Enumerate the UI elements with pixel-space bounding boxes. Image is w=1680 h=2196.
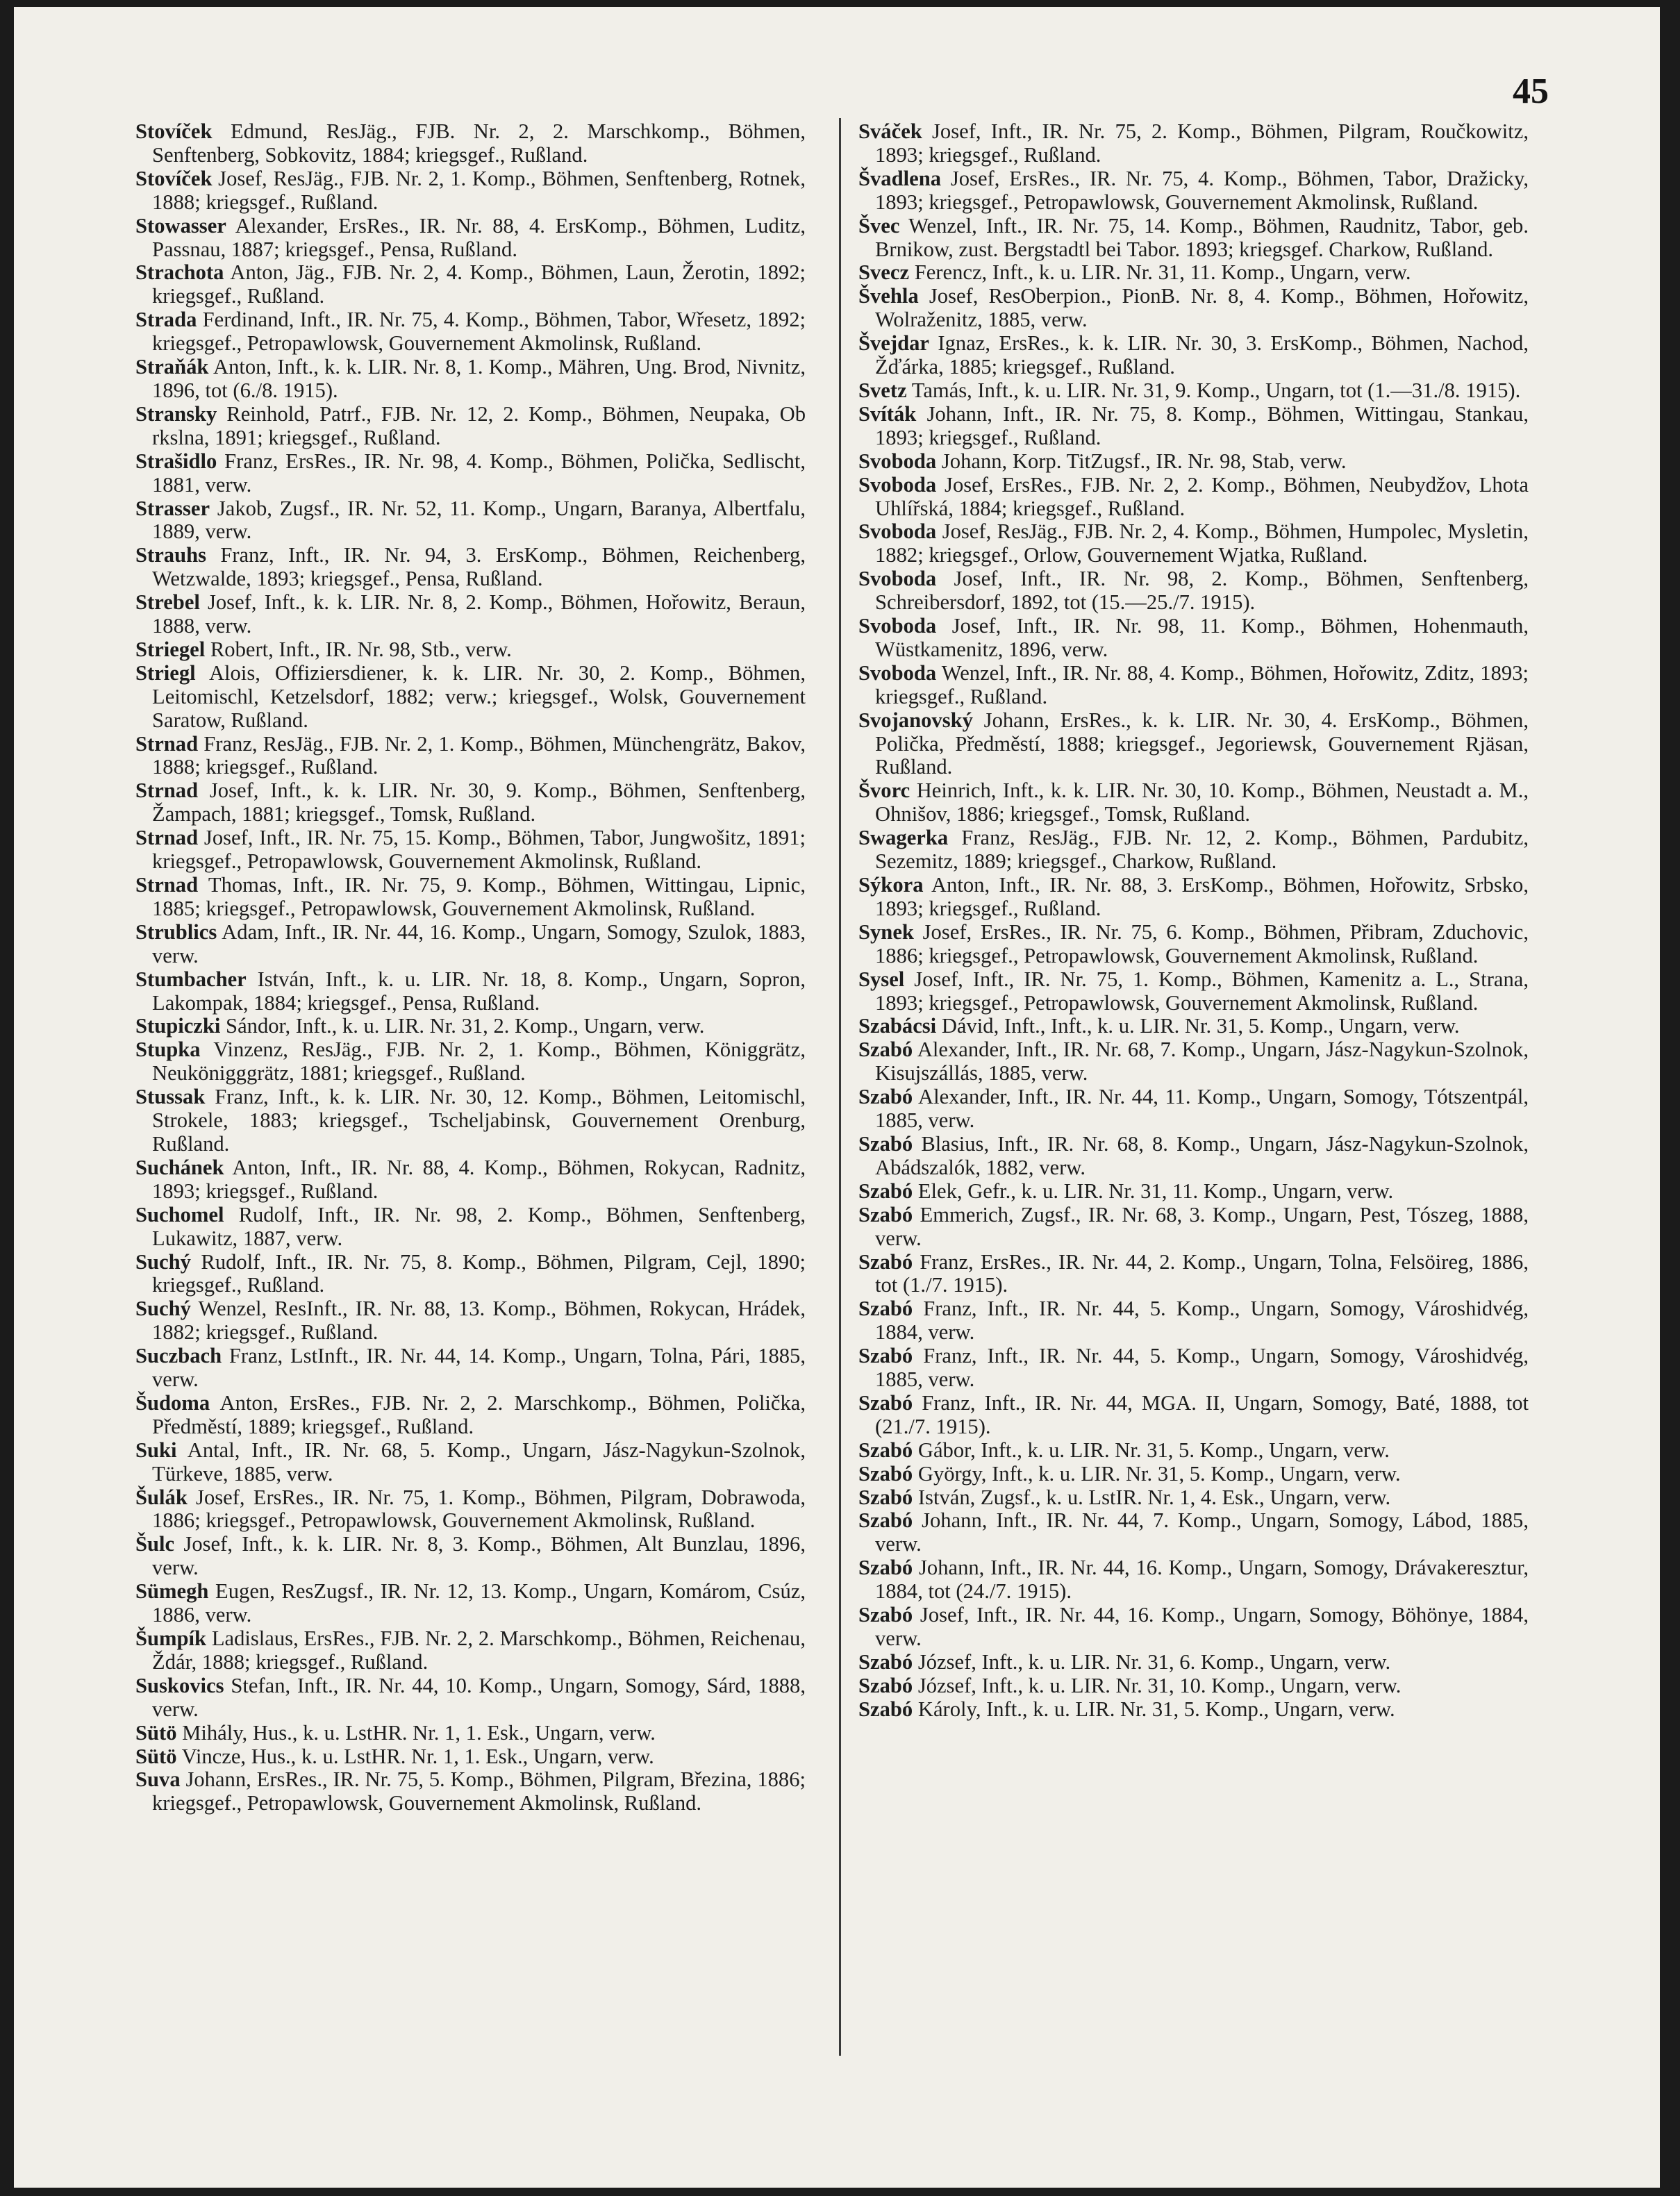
entry-surname: Szabó bbox=[858, 1508, 913, 1533]
entry-surname: Szabó bbox=[858, 1390, 913, 1415]
entry-surname: Straňák bbox=[135, 355, 209, 379]
list-item bbox=[858, 379, 1529, 403]
entry-details: Josef, ResJäg., FJB. Nr. 2, 4. Komp., Böhmen, Humpolec, Mysletin, 1882; kriegsgef., Orlow, Gouvernement Wjatka, Rußland. bbox=[875, 519, 1529, 567]
list-item bbox=[858, 1038, 1529, 1085]
entry-details: Dávid, Inft., Inft., k. u. LIR. Nr. 31, 5. Komp., Ungarn, verw. bbox=[936, 1014, 1460, 1038]
list-item bbox=[135, 638, 806, 662]
entry-surname: Suchánek bbox=[135, 1155, 224, 1179]
list-item bbox=[135, 968, 806, 1015]
entry-surname: Szabó bbox=[858, 1649, 913, 1674]
list-item bbox=[858, 968, 1529, 1015]
entry-details: Johann, Inft., IR. Nr. 75, 8. Komp., Böhmen, Wittingau, Stankau, 1893; kriegsgef., Rußland. bbox=[875, 401, 1529, 449]
entry-surname: Szabó bbox=[858, 1179, 913, 1203]
entry-surname: Szabó bbox=[858, 1202, 913, 1226]
entry-surname: Suchomel bbox=[135, 1202, 224, 1226]
entry-details: Vincze, Hus., k. u. LstHR. Nr. 1, 1. Esk., Ungarn, verw. bbox=[176, 1744, 654, 1768]
entry-surname: Svojanovský bbox=[858, 708, 973, 732]
list-item bbox=[858, 1509, 1529, 1556]
entry-details: Wenzel, ResInft., IR. Nr. 88, 13. Komp., Böhmen, Rokycan, Hrádek, 1882; kriegsgef., Rußland. bbox=[152, 1297, 806, 1345]
entry-surname: Szabó bbox=[858, 1131, 913, 1156]
list-item bbox=[135, 1768, 806, 1815]
list-item bbox=[135, 403, 806, 450]
entry-surname: Strnad bbox=[135, 873, 199, 897]
entry-details: Stefan, Inft., IR. Nr. 44, 10. Komp., Ungarn, Somogy, Sárd, 1888, verw. bbox=[152, 1673, 806, 1721]
list-item bbox=[135, 826, 806, 874]
entry-details: Josef, Inft., IR. Nr. 44, 16. Komp., Ungarn, Somogy, Böhönye, 1884, verw. bbox=[875, 1603, 1529, 1650]
list-item bbox=[135, 1580, 806, 1627]
entry-surname: Suskovics bbox=[135, 1673, 224, 1697]
list-item bbox=[858, 450, 1529, 474]
entry-details: Alexander, Inft., IR. Nr. 68, 7. Komp., Ungarn, Jász-Nagykun-Szolnok, Kisujszállás, 1885, verw. bbox=[875, 1038, 1529, 1085]
entry-surname: Švorc bbox=[858, 779, 910, 803]
entry-surname: Stovíček bbox=[135, 166, 213, 190]
entry-surname: Szabó bbox=[858, 1461, 913, 1486]
entry-details: Thomas, Inft., IR. Nr. 75, 9. Komp., Böhmen, Wittingau, Lipnic, 1885; kriegsgef., Petropawlowsk, Gouvernement Akmolinsk, Rußland. bbox=[152, 873, 806, 920]
list-item bbox=[858, 1463, 1529, 1486]
list-item bbox=[135, 662, 806, 733]
entry-surname: Šulák bbox=[135, 1485, 188, 1509]
list-item bbox=[135, 356, 806, 403]
entry-details: Wenzel, Inft., IR. Nr. 75, 14. Komp., Böhmen, Raudnitz, Tabor, geb. Brnikow, zust. Bergstadtl bei Tabor. 1893; kriegsgef. Charkow, Rußland. bbox=[875, 213, 1529, 261]
entry-surname: Strada bbox=[135, 308, 197, 332]
entry-details: Mihály, Hus., k. u. LstHR. Nr. 1, 1. Esk., Ungarn, verw. bbox=[176, 1720, 656, 1745]
entry-surname: Suki bbox=[135, 1438, 177, 1462]
entry-details: Johann, Inft., IR. Nr. 44, 7. Komp., Ungarn, Somogy, Lábod, 1885, verw. bbox=[875, 1508, 1529, 1556]
entry-details: Vinzenz, ResJäg., FJB. Nr. 2, 1. Komp., Böhmen, Königgrätz, Neukönigggrätz, 1881; kriegsgef., Rußland. bbox=[152, 1038, 806, 1085]
list-item bbox=[135, 1392, 806, 1439]
list-item bbox=[135, 450, 806, 497]
entry-details: István, Zugsf., k. u. LstIR. Nr. 1, 4. Esk., Ungarn, verw. bbox=[913, 1485, 1391, 1509]
entry-details: Franz, Inft., IR. Nr. 44, 5. Komp., Ungarn, Somogy, Városhidvég, 1884, verw. bbox=[875, 1297, 1529, 1345]
entry-surname: Stransky bbox=[135, 401, 217, 426]
entry-surname: Švadlena bbox=[858, 166, 942, 190]
entry-details: Josef, Inft., IR. Nr. 98, 11. Komp., Böhmen, Hohenmauth, Wüstkamenitz, 1896, verw. bbox=[875, 614, 1529, 661]
entry-details: József, Inft., k. u. LIR. Nr. 31, 6. Komp., Ungarn, verw. bbox=[913, 1649, 1391, 1674]
entry-details: Franz, Inft., IR. Nr. 44, MGA. II, Ungarn, Somogy, Baté, 1888, tot (21./7. 1915). bbox=[875, 1390, 1529, 1438]
entry-details: Edmund, ResJäg., FJB. Nr. 2, 2. Marschkomp., Böhmen, Senftenberg, Sobkovitz, 1884; kriegsgef., Rußland. bbox=[152, 119, 806, 167]
entry-surname: Striegel bbox=[135, 637, 206, 661]
entry-details: Josef, ResJäg., FJB. Nr. 2, 1. Komp., Böhmen, Senftenberg, Rotnek, 1888; kriegsgef., Rußland. bbox=[152, 166, 806, 214]
entry-surname: Synek bbox=[858, 920, 914, 944]
entry-surname: Szabó bbox=[858, 1438, 913, 1462]
entry-details: Anton, Inft., k. k. LIR. Nr. 8, 1. Komp., Mähren, Ung. Brod, Nivnitz, 1896, tot (6./8. 1915). bbox=[152, 355, 806, 402]
entry-details: Josef, Inft., k. k. LIR. Nr. 30, 9. Komp., Böhmen, Senftenberg, Žampach, 1881; kriegsgef., Tomsk, Rußland. bbox=[152, 779, 806, 826]
entry-details: Robert, Inft., IR. Nr. 98, Stb., verw. bbox=[205, 637, 512, 661]
entry-surname: Svecz bbox=[858, 260, 910, 285]
entry-surname: Szabó bbox=[858, 1603, 913, 1627]
entry-details: Johann, Korp. TitZugsf., IR. Nr. 98, Stab, verw. bbox=[936, 449, 1347, 473]
entry-surname: Stowasser bbox=[135, 213, 226, 238]
list-item bbox=[135, 1745, 806, 1769]
entry-surname: Stupiczki bbox=[135, 1014, 221, 1038]
entry-surname: Suchý bbox=[135, 1249, 191, 1274]
entry-surname: Suchý bbox=[135, 1297, 191, 1321]
entry-surname: Švejdar bbox=[858, 331, 929, 356]
entry-details: Franz, Inft., k. k. LIR. Nr. 30, 12. Komp., Böhmen, Leitomischl, Strokele, 1883; kriegsgef., Tscheljabinsk, Gouvernement Orenburg, Rußland. bbox=[152, 1085, 806, 1156]
list-item bbox=[858, 1392, 1529, 1439]
list-item bbox=[135, 1038, 806, 1085]
list-item bbox=[858, 1345, 1529, 1392]
entry-surname: Szabácsi bbox=[858, 1014, 937, 1038]
entry-details: Johann, Inft., IR. Nr. 44, 16. Komp., Ungarn, Somogy, Drávakeresztur, 1884, tot (24./7. 1915). bbox=[875, 1556, 1529, 1604]
list-item bbox=[858, 215, 1529, 262]
entry-details: Jakob, Zugsf., IR. Nr. 52, 11. Komp., Ungarn, Baranya, Albertfalu, 1889, verw. bbox=[152, 496, 806, 544]
list-item bbox=[858, 1297, 1529, 1345]
list-item bbox=[135, 1015, 806, 1038]
entry-surname: Svíták bbox=[858, 401, 917, 426]
entry-details: Ignaz, ErsRes., k. k. LIR. Nr. 30, 3. ErsKomp., Böhmen, Nachod, Žďárka, 1885; kriegsgef., Rußland. bbox=[875, 331, 1529, 379]
list-item bbox=[858, 874, 1529, 921]
list-item bbox=[858, 1604, 1529, 1651]
column-divider bbox=[839, 118, 841, 2056]
entry-details: Franz, ResJäg., FJB. Nr. 2, 1. Komp., Böhmen, Münchengrätz, Bakov, 1888; kriegsgef., Rußland. bbox=[152, 731, 806, 779]
entry-details: Franz, ErsRes., IR. Nr. 44, 2. Komp., Ungarn, Tolna, Felsöireg, 1886, tot (1./7. 1915). bbox=[875, 1249, 1529, 1297]
entry-details: Franz, LstInft., IR. Nr. 44, 14. Komp., Ungarn, Tolna, Pári, 1885, verw. bbox=[152, 1344, 806, 1392]
list-item bbox=[135, 1156, 806, 1204]
entry-details: Gábor, Inft., k. u. LIR. Nr. 31, 5. Komp., Ungarn, verw. bbox=[913, 1438, 1390, 1462]
entry-details: Josef, ErsRes., FJB. Nr. 2, 2. Komp., Böhmen, Neubydžov, Lhota Uhlířská, 1884; kriegsgef., Rußland. bbox=[875, 472, 1529, 520]
list-item bbox=[135, 1722, 806, 1745]
entry-surname: Svoboda bbox=[858, 472, 937, 497]
entry-surname: Szabó bbox=[858, 1344, 913, 1368]
entry-surname: Szabó bbox=[858, 1297, 913, 1321]
entry-details: Anton, Inft., IR. Nr. 88, 4. Komp., Böhmen, Rokycan, Radnitz, 1893; kriegsgef., Rußland. bbox=[152, 1155, 806, 1203]
entry-details: Anton, Jäg., FJB. Nr. 2, 4. Komp., Böhmen, Laun, Žerotin, 1892; kriegsgef., Rußland. bbox=[152, 260, 806, 308]
entry-surname: Szabó bbox=[858, 1249, 913, 1274]
entry-details: Emmerich, Zugsf., IR. Nr. 68, 3. Komp., Ungarn, Pest, Tószeg, 1888, verw. bbox=[875, 1202, 1529, 1250]
entry-details: Ladislaus, ErsRes., FJB. Nr. 2, 2. Marschkomp., Böhmen, Reichenau, Ždár, 1888; kriegsgef., Rußland. bbox=[152, 1627, 806, 1674]
entry-surname: Stumbacher bbox=[135, 967, 247, 991]
entry-surname: Švehla bbox=[858, 284, 919, 308]
entry-surname: Szabó bbox=[858, 1556, 913, 1580]
list-item bbox=[858, 1651, 1529, 1674]
entry-surname: Šulc bbox=[135, 1532, 175, 1556]
list-item bbox=[858, 520, 1529, 567]
entry-surname: Svoboda bbox=[858, 449, 937, 473]
list-item bbox=[858, 1486, 1529, 1510]
list-item bbox=[135, 261, 806, 308]
list-item bbox=[135, 1533, 806, 1580]
entry-details: Josef, Inft., k. k. LIR. Nr. 8, 3. Komp., Böhmen, Alt Bunzlau, 1896, verw. bbox=[152, 1532, 806, 1580]
entry-details: Eugen, ResZugsf., IR. Nr. 12, 13. Komp., Ungarn, Komárom, Csúz, 1886, verw. bbox=[152, 1579, 806, 1627]
entry-surname: Švec bbox=[858, 213, 900, 238]
entry-details: Anton, Inft., IR. Nr. 88, 3. ErsKomp., Böhmen, Hořowitz, Srbsko, 1893; kriegsgef., Rußland. bbox=[875, 873, 1529, 920]
list-item bbox=[858, 285, 1529, 332]
list-item bbox=[858, 1180, 1529, 1204]
entry-surname: Svoboda bbox=[858, 660, 937, 685]
list-item bbox=[135, 120, 806, 167]
entry-details: Franz, ResJäg., FJB. Nr. 12, 2. Komp., Böhmen, Pardubitz, Sezemitz, 1889; kriegsgef., Charkow, Rußland. bbox=[875, 826, 1529, 874]
list-item bbox=[135, 874, 806, 921]
entry-surname: Strnad bbox=[135, 826, 199, 850]
entry-surname: Szabó bbox=[858, 1085, 913, 1109]
entry-details: Alexander, ErsRes., IR. Nr. 88, 4. ErsKomp., Böhmen, Luditz, Passnau, 1887; kriegsgef., Pensa, Rußland. bbox=[152, 213, 806, 261]
entry-details: Josef, Inft., IR. Nr. 75, 15. Komp., Böhmen, Tabor, Jungwošitz, 1891; kriegsgef., Petropawlowsk, Gouvernement Akmolinsk, Rußland. bbox=[152, 826, 806, 874]
entry-surname: Sysel bbox=[858, 967, 905, 991]
list-item bbox=[858, 167, 1529, 215]
list-item bbox=[858, 1085, 1529, 1133]
entry-details: Josef, Inft., IR. Nr. 98, 2. Komp., Böhmen, Senftenberg, Schreibersdorf, 1892, tot (15.—25./7. 1915). bbox=[875, 567, 1529, 615]
list-item bbox=[858, 1698, 1529, 1722]
left-column bbox=[135, 120, 806, 1815]
entry-surname: Suczbach bbox=[135, 1344, 222, 1368]
entry-surname: Stussak bbox=[135, 1085, 206, 1109]
entry-details: Josef, Inft., IR. Nr. 75, 1. Komp., Böhmen, Kamenitz a. L., Strana, 1893; kriegsgef., Petropawlowsk, Gouvernement Akmolinsk, Rußland. bbox=[875, 967, 1529, 1015]
entry-surname: Sütö bbox=[135, 1744, 177, 1768]
entry-surname: Strnad bbox=[135, 779, 199, 803]
list-item bbox=[858, 1439, 1529, 1463]
list-item bbox=[135, 1486, 806, 1533]
entry-surname: Svoboda bbox=[858, 519, 937, 544]
entry-details: Anton, ErsRes., FJB. Nr. 2, 2. Marschkomp., Böhmen, Polička, Předměstí, 1889; kriegsgef., Rußland. bbox=[152, 1390, 806, 1438]
list-item bbox=[135, 1674, 806, 1722]
entry-details: Károly, Inft., k. u. LIR. Nr. 31, 5. Komp., Ungarn, verw. bbox=[913, 1697, 1395, 1721]
entry-surname: Svetz bbox=[858, 378, 907, 402]
entry-details: József, Inft., k. u. LIR. Nr. 31, 10. Komp., Ungarn, verw. bbox=[913, 1673, 1402, 1697]
list-item bbox=[135, 1439, 806, 1486]
list-item bbox=[135, 544, 806, 591]
entry-details: Wenzel, Inft., IR. Nr. 88, 4. Komp., Böhmen, Hořowitz, Zditz, 1893; kriegsgef., Rußland. bbox=[875, 660, 1529, 708]
list-item bbox=[858, 1015, 1529, 1038]
list-item bbox=[858, 567, 1529, 615]
entry-surname: Szabó bbox=[858, 1697, 913, 1721]
entry-surname: Strnad bbox=[135, 731, 199, 756]
entry-surname: Strasser bbox=[135, 496, 210, 520]
entry-details: Franz, Inft., IR. Nr. 94, 3. ErsKomp., Böhmen, Reichenberg, Wetzwalde, 1893; kriegsgef., Pensa, Rußland. bbox=[152, 543, 806, 591]
list-item bbox=[858, 1251, 1529, 1298]
list-item bbox=[135, 779, 806, 826]
entry-surname: Strašidlo bbox=[135, 449, 217, 473]
entry-surname: Strachota bbox=[135, 260, 224, 285]
entry-surname: Strauhs bbox=[135, 543, 207, 567]
entry-details: Sándor, Inft., k. u. LIR. Nr. 31, 2. Komp., Ungarn, verw. bbox=[220, 1014, 705, 1038]
list-item bbox=[858, 709, 1529, 780]
entry-surname: Strublics bbox=[135, 920, 217, 944]
list-item bbox=[135, 1251, 806, 1298]
document-page bbox=[14, 7, 1660, 2188]
entry-details: Rudolf, Inft., IR. Nr. 98, 2. Komp., Böhmen, Senftenberg, Lukawitz, 1887, verw. bbox=[152, 1202, 806, 1250]
entry-details: Johann, ErsRes., k. k. LIR. Nr. 30, 4. ErsKomp., Böhmen, Polička, Předměstí, 1888; kriegsgef., Jegoriewsk, Gouvernement Rjäsan, Rußland. bbox=[875, 708, 1529, 779]
entry-details: Tamás, Inft., k. u. LIR. Nr. 31, 9. Komp., Ungarn, tot (1.—31./8. 1915). bbox=[906, 378, 1521, 402]
entry-surname: Šumpík bbox=[135, 1627, 207, 1650]
entry-details: Johann, ErsRes., IR. Nr. 75, 5. Komp., Böhmen, Pilgram, Březina, 1886; kriegsgef., Petropawlowsk, Gouvernement Akmolinsk, Rußland. bbox=[152, 1767, 806, 1815]
list-item bbox=[858, 1133, 1529, 1180]
list-item bbox=[858, 1556, 1529, 1604]
entry-surname: Striegl bbox=[135, 660, 196, 685]
entry-surname: Šudoma bbox=[135, 1390, 210, 1415]
list-item bbox=[135, 215, 806, 262]
entry-surname: Sütö bbox=[135, 1720, 177, 1745]
list-item bbox=[858, 474, 1529, 521]
entry-details: Josef, ErsRes., IR. Nr. 75, 1. Komp., Böhmen, Pilgram, Dobrawoda, 1886; kriegsgef., Petropawlowsk, Gouvernement Akmolinsk, Rußland. bbox=[152, 1485, 806, 1533]
entry-details: Franz, Inft., IR. Nr. 44, 5. Komp., Ungarn, Somogy, Városhidvég, 1885, verw. bbox=[875, 1344, 1529, 1392]
list-item bbox=[858, 120, 1529, 167]
entry-surname: Stupka bbox=[135, 1038, 201, 1062]
entry-details: Heinrich, Inft., k. k. LIR. Nr. 30, 10. Komp., Böhmen, Neustadt a. M., Ohnišov, 1886; kriegsgef., Tomsk, Rußland. bbox=[875, 779, 1529, 826]
entry-details: Alois, Offiziersdiener, k. k. LIR. Nr. 30, 2. Komp., Böhmen, Leitomischl, Ketzelsdorf, 1882; verw.; kriegsgef., Wolsk, Gouvernement Saratow, Rußland. bbox=[152, 660, 806, 732]
entry-surname: Szabó bbox=[858, 1485, 913, 1509]
entry-details: Adam, Inft., IR. Nr. 44, 16. Komp., Ungarn, Somogy, Szulok, 1883, verw. bbox=[152, 920, 806, 967]
entry-details: Rudolf, Inft., IR. Nr. 75, 8. Komp., Böhmen, Pilgram, Cejl, 1890; kriegsgef., Rußland. bbox=[152, 1249, 806, 1297]
list-item bbox=[135, 1085, 806, 1156]
entry-details: György, Inft., k. u. LIR. Nr. 31, 5. Komp., Ungarn, verw. bbox=[913, 1461, 1401, 1486]
list-item bbox=[135, 1204, 806, 1251]
entry-surname: Svoboda bbox=[858, 614, 937, 638]
list-item bbox=[858, 261, 1529, 285]
entry-details: Josef, ErsRes., IR. Nr. 75, 6. Komp., Böhmen, Přibram, Zduchovic, 1886; kriegsgef., Petropawlowsk, Gouvernement Akmolinsk, Rußland. bbox=[875, 920, 1529, 967]
entry-surname: Stovíček bbox=[135, 119, 213, 143]
right-column bbox=[858, 120, 1529, 1722]
entry-surname: Strebel bbox=[135, 590, 200, 615]
list-item bbox=[135, 733, 806, 780]
entry-details: Franz, ErsRes., IR. Nr. 98, 4. Komp., Böhmen, Polička, Sedlischt, 1881, verw. bbox=[152, 449, 806, 497]
list-item bbox=[858, 1674, 1529, 1698]
list-item bbox=[858, 779, 1529, 826]
list-item bbox=[135, 1297, 806, 1345]
list-item bbox=[858, 332, 1529, 379]
entry-surname: Sümegh bbox=[135, 1579, 209, 1604]
entry-details: István, Inft., k. u. LIR. Nr. 18, 8. Komp., Ungarn, Sopron, Lakompak, 1884; kriegsgef., Pensa, Rußland. bbox=[152, 967, 806, 1015]
entry-surname: Suva bbox=[135, 1767, 181, 1792]
entry-surname: Szabó bbox=[858, 1673, 913, 1697]
entry-surname: Sváček bbox=[858, 119, 922, 143]
entry-details: Antal, Inft., IR. Nr. 68, 5. Komp., Ungarn, Jász-Nagykun-Szolnok, Türkeve, 1885, verw. bbox=[152, 1438, 806, 1486]
entry-details: Josef, Inft., k. k. LIR. Nr. 8, 2. Komp., Böhmen, Hořowitz, Beraun, 1888, verw. bbox=[152, 590, 806, 638]
entry-surname: Swagerka bbox=[858, 826, 949, 850]
list-item bbox=[135, 1345, 806, 1392]
entry-surname: Svoboda bbox=[858, 567, 937, 591]
list-item bbox=[135, 167, 806, 215]
list-item bbox=[858, 403, 1529, 450]
entry-details: Elek, Gefr., k. u. LIR. Nr. 31, 11. Komp., Ungarn, verw. bbox=[913, 1179, 1394, 1203]
entry-details: Josef, ResOberpion., PionB. Nr. 8, 4. Komp., Böhmen, Hořowitz, Wolraženitz, 1885, verw. bbox=[875, 284, 1529, 332]
entry-details: Ferencz, Inft., k. u. LIR. Nr. 31, 11. Komp., Ungarn, verw. bbox=[909, 260, 1411, 285]
list-item bbox=[135, 591, 806, 638]
entry-surname: Szabó bbox=[858, 1038, 913, 1062]
list-item bbox=[858, 826, 1529, 874]
list-item bbox=[135, 921, 806, 968]
list-item bbox=[135, 308, 806, 356]
list-item bbox=[858, 662, 1529, 709]
list-item bbox=[858, 921, 1529, 968]
list-item bbox=[858, 615, 1529, 662]
entry-details: Blasius, Inft., IR. Nr. 68, 8. Komp., Ungarn, Jász-Nagykun-Szolnok, Abádszalók, 1882, verw. bbox=[875, 1131, 1529, 1179]
list-item bbox=[135, 1627, 806, 1674]
list-item bbox=[858, 1204, 1529, 1251]
entry-details: Alexander, Inft., IR. Nr. 44, 11. Komp., Ungarn, Somogy, Tótszentpál, 1885, verw. bbox=[875, 1085, 1529, 1133]
entry-details: Reinhold, Patrf., FJB. Nr. 12, 2. Komp., Böhmen, Neupaka, Ob rkslna, 1891; kriegsgef., Rußland. bbox=[152, 401, 806, 449]
entry-details: Josef, ErsRes., IR. Nr. 75, 4. Komp., Böhmen, Tabor, Dražicky, 1893; kriegsgef., Petropawlowsk, Gouvernement Akmolinsk, Rußland. bbox=[875, 166, 1529, 214]
page-number: 45 bbox=[1513, 72, 1549, 111]
entry-details: Josef, Inft., IR. Nr. 75, 2. Komp., Böhmen, Pilgram, Roučkowitz, 1893; kriegsgef., Rußland. bbox=[875, 119, 1529, 167]
list-item bbox=[135, 497, 806, 544]
entry-surname: Sýkora bbox=[858, 873, 924, 897]
entry-details: Ferdinand, Inft., IR. Nr. 75, 4. Komp., Böhmen, Tabor, Wřesetz, 1892; kriegsgef., Petropawlowsk, Gouvernement Akmolinsk, Rußland. bbox=[152, 308, 806, 356]
